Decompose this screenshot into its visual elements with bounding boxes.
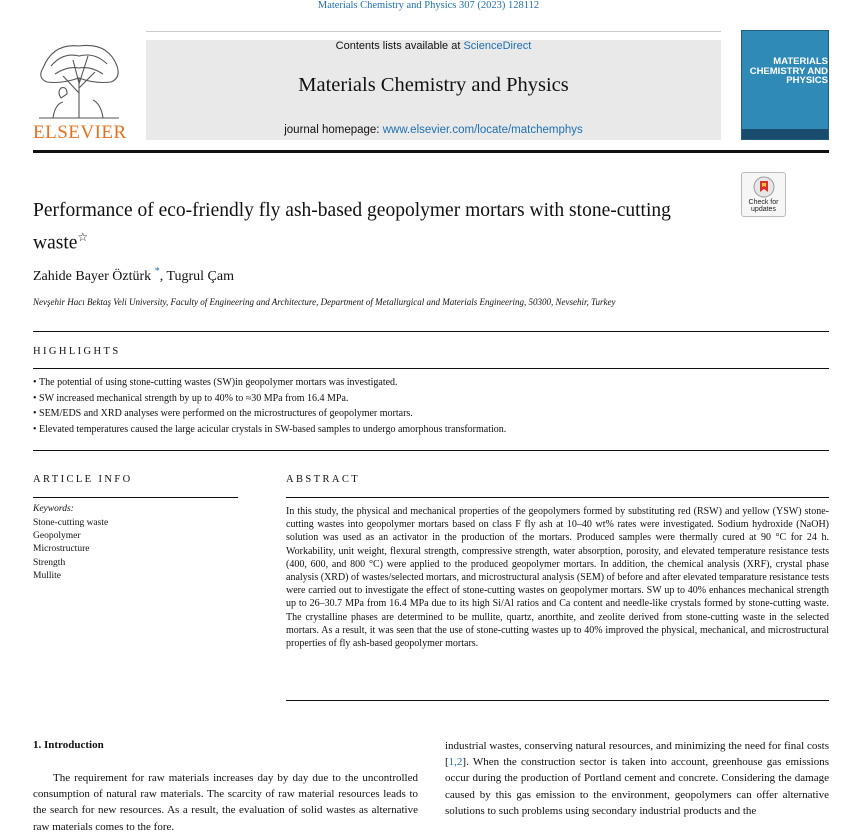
cover-title: MATERIALS CHEMISTRY AND PHYSICS	[749, 56, 828, 86]
introduction-heading: 1. Introduction	[33, 739, 104, 751]
author-affiliation: Nevşehir Hacı Bektaş Veli University, Faculty of Engineering and Architecture, Department of Metallurgical and Materials Engineering, 50300, Nevsehir, Turkey	[33, 297, 616, 307]
homepage-line	[146, 124, 721, 136]
highlight-item: • The potential of using stone-cutting wastes (SW)in geopolymer mortars was investigated.	[33, 375, 829, 391]
check-for-updates-label: Check for updates	[748, 199, 779, 213]
check-for-updates-button[interactable]	[741, 172, 786, 217]
publisher-logo-text[interactable]: ELSEVIER	[33, 122, 127, 143]
article-info-heading: ARTICLE INFO	[33, 474, 133, 485]
sciencedirect-link[interactable]: ScienceDirect	[463, 40, 532, 52]
journal-cover-thumbnail[interactable]	[741, 30, 829, 140]
highlights-bottom-divider	[33, 450, 829, 451]
article-title	[33, 197, 723, 257]
keyword-item[interactable]: Microstructure	[33, 544, 90, 555]
header-top-divider	[146, 31, 721, 32]
crossmark-icon	[753, 176, 775, 198]
highlights-list	[33, 375, 829, 437]
highlights-top-divider	[33, 331, 829, 332]
journal-citation[interactable]: Materials Chemistry and Physics 307 (2023) 128112	[317, 0, 540, 11]
highlights-heading: HIGHLIGHTS	[33, 346, 121, 357]
keyword-item[interactable]: Stone-cutting waste	[33, 518, 109, 528]
abstract-bottom-divider	[286, 700, 829, 701]
reference-link[interactable]: 1,2	[448, 756, 463, 769]
author-separator: ,	[159, 269, 164, 284]
header-divider	[33, 150, 829, 153]
intro-text-part: industrial wastes, conserving natural resources, and minimizing the need for final costs [	[445, 740, 829, 769]
abstract-text: In this study, the physical and mechanical properties of the geopolymers formed by substituting red (RSW) and yellow (YSW) stone-cutting wastes into geopolymer mortars based on class F fly ash at 10–40 wt% rates were investigated. Sodium hydroxide (NaOH) solution was used as an activator in the production of the mortars. Produced samples were thermally cured at 90 °C for 24 h. Workability, unit weight, flexural strength, compressive strength, water absorption, porosity, and elevated temperature resistance tests (400, 600, and 800 °C) were applied to the produced geopolymer mortars. In addition, the chemical analysis (XRF), crystal phase analysis (XRD) of wastes/selected mortars, and microstructural analysis (SEM) of before and after elevated temparature resistance tests were carried out to investigate the effect of stone-cutting wastes on geopolymer mortars. SW up to 40% enhances mechanical strength up to 26–30.7 MPa from 16.4 MPa due to its high Si/Al ratios and Ca content and needle-like crystals formed by stone-cutting waste. The crystalline phases are determined to be mullite, quartz, anorthite, and zeolite derived from stone-cutting waste in the selected mortars. As a result, it was seen that the use of stone-cutting wastes up to 40% improved the physical, mechanical, and microstructural properties of fly ash-based geopolymer mortars.	[286, 506, 829, 650]
author-name[interactable]: Zahide Bayer Öztürk	[33, 269, 152, 284]
introduction-paragraph: The requirement for raw materials increases day by day due to the uncontrolled consumption of natural raw materials. The scarcity of raw material resources leads to the search for new resources. As a result, the evaluation of solid wastes as alternative raw materials comes to the fore.	[33, 772, 418, 833]
article-info-divider	[33, 497, 238, 498]
homepage-link[interactable]: www.elsevier.com/locate/matchemphys	[382, 124, 583, 136]
keyword-item[interactable]: Strength	[33, 557, 66, 568]
keywords-label: Keywords:	[33, 504, 74, 514]
keywords-list	[33, 517, 108, 583]
author-list	[33, 266, 234, 285]
homepage-prefix: journal homepage:	[284, 124, 380, 136]
author-name[interactable]: Tugrul Çam	[166, 269, 234, 284]
keyword-item[interactable]: Mullite	[33, 570, 61, 581]
abstract-heading: ABSTRACT	[286, 474, 361, 485]
introduction-paragraph-continued	[445, 738, 829, 819]
corresponding-author-mark[interactable]: *	[154, 266, 160, 277]
cover-footer-band	[742, 129, 828, 139]
title-footnote-mark[interactable]: ☆	[77, 230, 89, 244]
journal-name[interactable]: Materials Chemistry and Physics	[298, 74, 569, 96]
highlights-heading-divider	[33, 368, 829, 369]
highlight-item: • SW increased mechanical strength by up to 40% to ≈30 MPa from 16.4 MPa.	[33, 391, 829, 407]
abstract-divider	[286, 497, 829, 498]
article-title-text: Performance of eco-friendly fly ash-based geopolymer mortars with stone-cutting waste	[33, 200, 671, 254]
intro-text-part: ]. When the construction sector is taken into account, greenhouse gas emissions occur during the production of Portland cement and concrete. Considering the damage caused by this gas emission to the environment, geopolymers can offer alternative solutions to such problems using secondary industrial products and the	[445, 756, 829, 817]
contents-line	[146, 40, 721, 52]
highlight-item: • SEM/EDS and XRD analyses were performed on the microstructures of geopolymer mortars.	[33, 406, 829, 422]
contents-prefix: Contents lists available at	[335, 40, 461, 52]
highlight-item: • Elevated temperatures caused the large acicular crystals in SW-based samples to undergo amorphous transformation.	[33, 422, 829, 438]
keyword-item[interactable]: Geopolymer	[33, 531, 81, 542]
